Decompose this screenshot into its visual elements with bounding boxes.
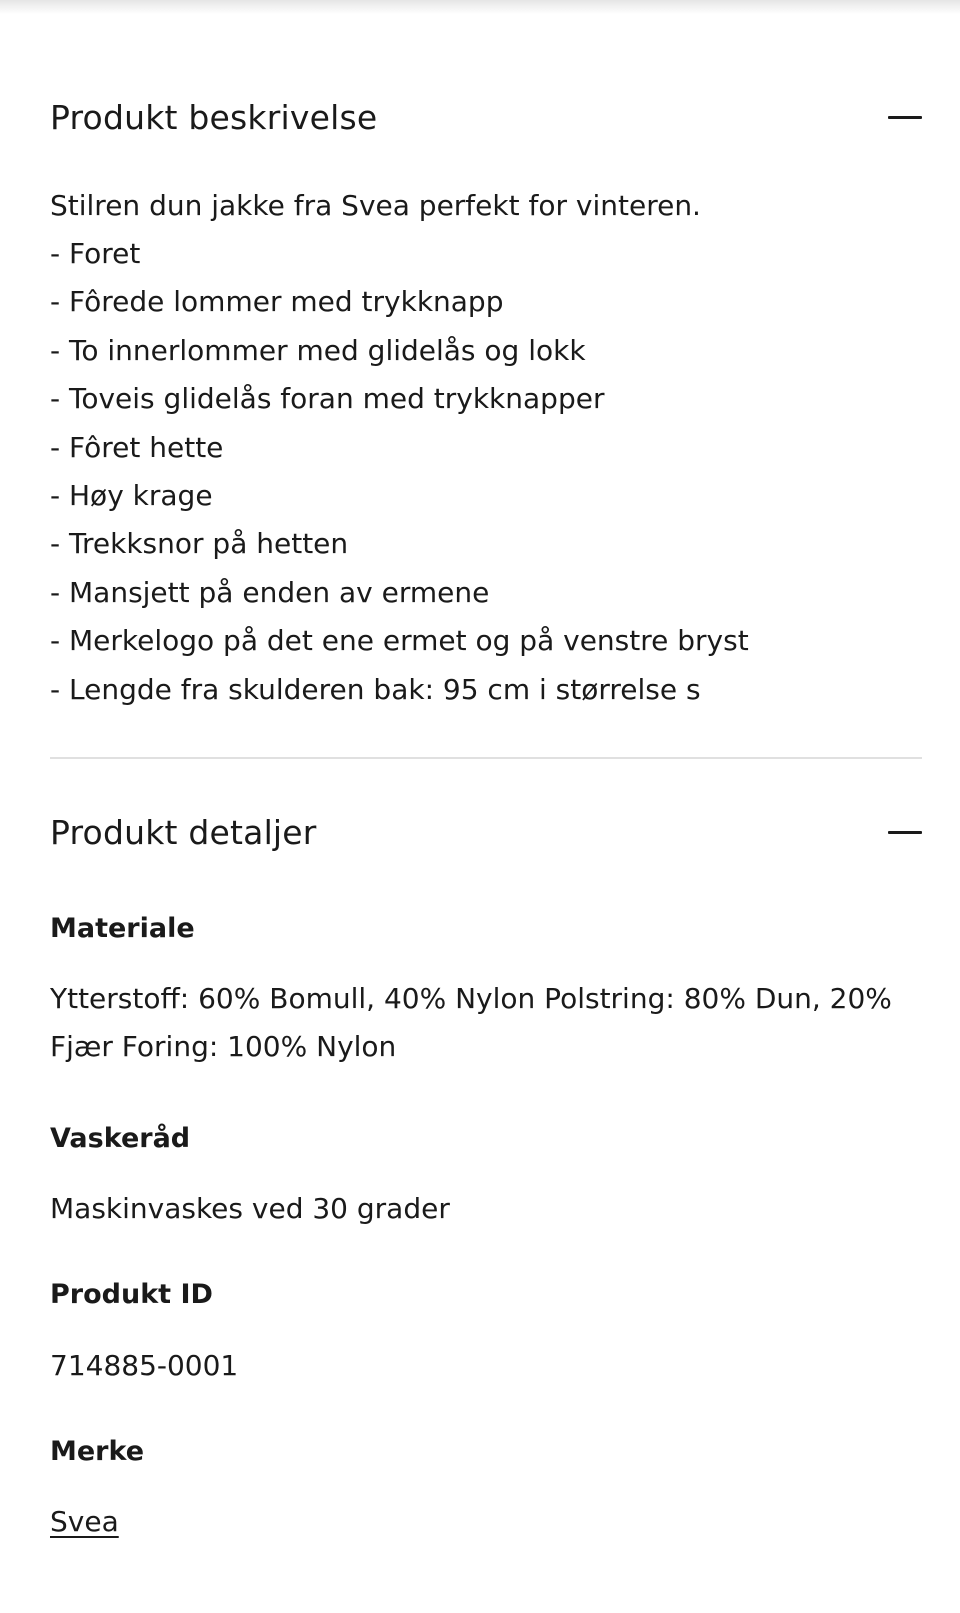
description-line: - Toveis glidelås foran med trykknapper bbox=[50, 382, 605, 416]
description-line: - Trekksnor på hetten bbox=[50, 527, 349, 561]
details-title: Produkt detaljer bbox=[50, 813, 317, 853]
details-accordion-header[interactable] bbox=[50, 813, 922, 853]
care-value: Maskinvaskes ved 30 grader bbox=[50, 1192, 450, 1226]
minus-icon bbox=[888, 831, 922, 834]
brand-label: Merke bbox=[50, 1435, 145, 1467]
description-line: - Lengde fra skulderen bak: 95 cm i størrelse s bbox=[50, 672, 701, 706]
product-id-value: 714885-0001 bbox=[50, 1348, 239, 1382]
material-label: Materiale bbox=[50, 912, 195, 944]
description-accordion-header[interactable] bbox=[50, 98, 922, 138]
description-line: - Fôrede lommer med trykknapp bbox=[50, 285, 504, 319]
description-line: Stilren dun jakke fra Svea perfekt for vinteren. bbox=[50, 188, 701, 222]
description-line: - Høy krage bbox=[50, 479, 213, 513]
care-label: Vaskeråd bbox=[50, 1123, 191, 1155]
minus-icon bbox=[888, 116, 922, 119]
collapse-details-button[interactable] bbox=[888, 816, 922, 850]
description-line: - To innerlommer med glidelås og lokk bbox=[50, 333, 586, 367]
brand-link[interactable]: Svea bbox=[50, 1505, 119, 1539]
product-info-panel bbox=[50, 0, 922, 1546]
description-line: - Foret bbox=[50, 237, 141, 270]
section-divider bbox=[50, 757, 922, 759]
description-line: - Mansjett på enden av ermene bbox=[50, 575, 490, 609]
brand-value bbox=[50, 1498, 922, 1546]
description-line: - Merkelogo på det ene ermet og på venstre bryst bbox=[50, 624, 749, 658]
collapse-description-button[interactable] bbox=[888, 101, 922, 135]
description-title: Produkt beskrivelse bbox=[50, 98, 378, 137]
product-id-label: Produkt ID bbox=[50, 1279, 213, 1311]
description-line: - Fôret hette bbox=[50, 430, 224, 464]
description-body bbox=[50, 182, 922, 714]
material-value: Ytterstoff: 60% Bomull, 40% Nylon Polstring: 80% Dun, 20% Fjær Foring: 100% Nylon bbox=[50, 982, 892, 1064]
